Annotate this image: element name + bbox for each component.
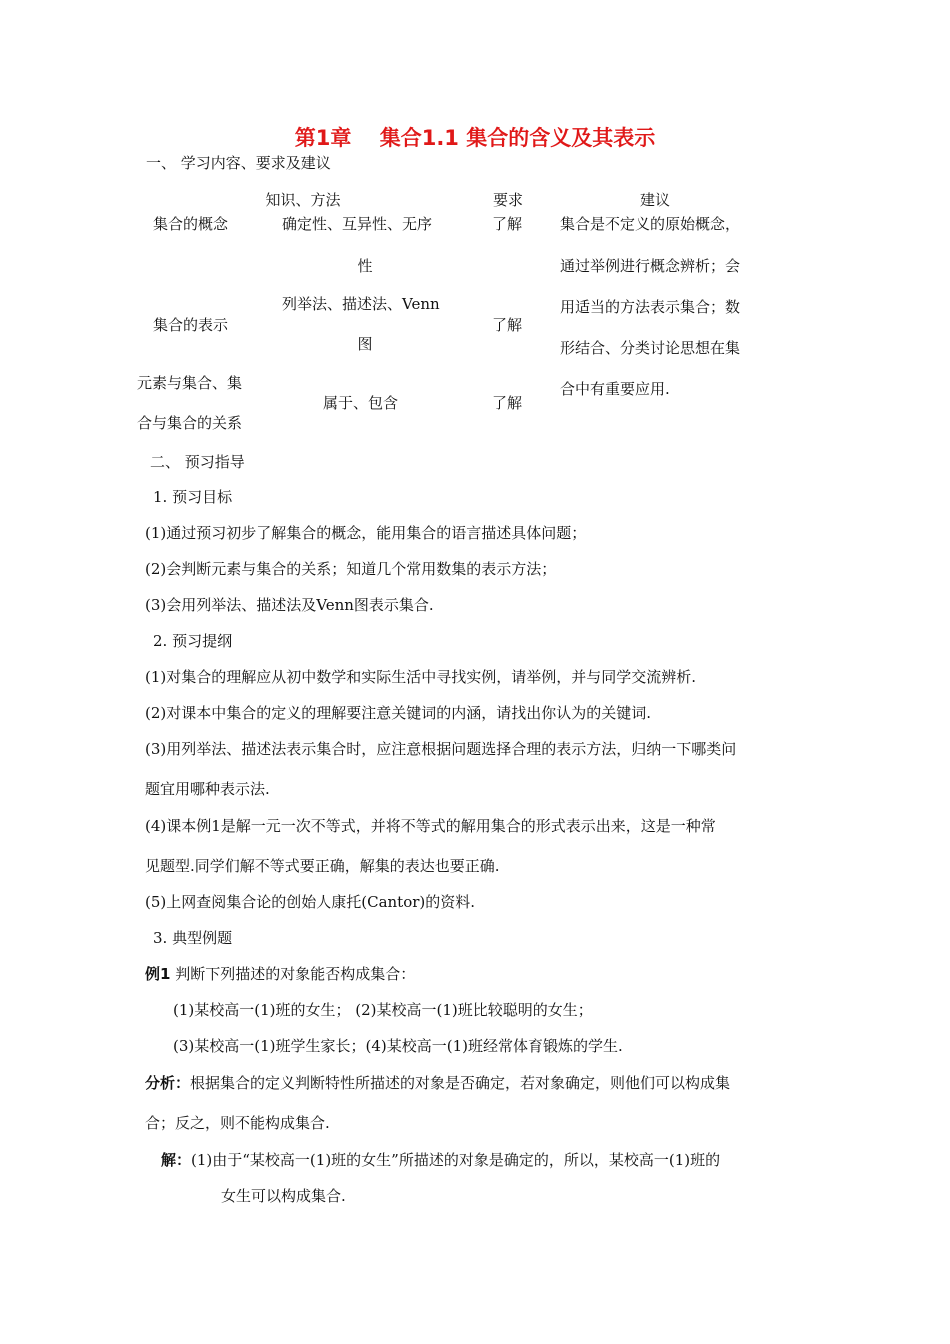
analysis-label: 分析： — [145, 1074, 191, 1092]
goal-item-3: (3)会用列举法、描述法及Venn图表示集合. — [145, 596, 434, 614]
example1-label: 例1 — [145, 965, 171, 983]
row3-requirement: 了解 — [492, 394, 523, 412]
suggestion-line3: 用适当的方法表示集合；数 — [560, 298, 741, 316]
row1-topic: 集合的概念 — [153, 215, 229, 233]
outline-item-5: (5)上网查阅集合论的创始人康托(Cantor)的资料. — [145, 893, 476, 911]
outline-item-4-line1: (4)课本例1是解一元一次不等式，并将不等式的解用集合的形式表示出来，这是一种常 — [145, 817, 716, 835]
suggestion-line4: 形结合、分类讨论思想在集 — [560, 339, 741, 357]
goals-heading: 1. 预习目标 — [153, 488, 233, 506]
row1-method-line1: 确定性、互异性、无序 — [282, 215, 433, 233]
row2-topic: 集合的表示 — [153, 316, 229, 334]
page-title: 第1章 集合1.1 集合的含义及其表示 — [294, 126, 656, 150]
row3-method: 属于、包含 — [323, 394, 399, 412]
analysis-text-line1: 根据集合的定义判断特性所描述的对象是否确定，若对象确定，则他们可以构成集 — [190, 1074, 731, 1092]
outline-item-1: (1)对集合的理解应从初中数学和实际生活中寻找实例，请举例，并与同学交流辨析. — [145, 668, 697, 686]
suggestion-line1: 集合是不定义的原始概念， — [560, 215, 741, 233]
suggestion-line2: 通过举例进行概念辨析；会 — [560, 257, 741, 275]
header-suggestion: 建议 — [639, 191, 670, 209]
outline-item-3-line1: (3)用列举法、描述法表示集合时，应注意根据问题选择合理的表示方法，归纳一下哪类问 — [145, 740, 737, 758]
goal-item-2: (2)会判断元素与集合的关系；知道几个常用数集的表示方法； — [145, 560, 557, 578]
solution-line1 — [161, 1150, 720, 1170]
outline-heading: 2. 预习提纲 — [153, 632, 233, 650]
outline-item-4-line2: 见题型.同学们解不等式要正确，解集的表达也要正确. — [145, 857, 500, 875]
example1-line — [145, 964, 415, 984]
analysis-text-line2: 合；反之，则不能构成集合. — [145, 1114, 330, 1132]
solution-text-line2: 女生可以构成集合. — [221, 1187, 346, 1205]
row3-topic-line1: 元素与集合、集 — [137, 374, 243, 392]
solution-label: 解： — [161, 1151, 192, 1169]
header-knowledge: 知识、方法 — [265, 191, 341, 209]
example1-options-line1: (1)某校高一(1)班的女生； (2)某校高一(1)班比较聪明的女生； — [173, 1001, 593, 1019]
examples-heading: 3. 典型例题 — [153, 929, 233, 947]
example1-text: 判断下列描述的对象能否构成集合： — [170, 965, 416, 983]
example1-options-line2: (3)某校高一(1)班学生家长；(4)某校高一(1)班经常体育锻炼的学生. — [173, 1037, 623, 1055]
row1-requirement: 了解 — [492, 215, 523, 233]
solution-text-line1: (1)由于“某校高一(1)班的女生”所描述的对象是确定的，所以，某校高一(1)班的 — [191, 1151, 721, 1169]
row2-method-line2: 图 — [357, 335, 373, 353]
header-requirement: 要求 — [492, 191, 523, 209]
section1-heading: 一、 学习内容、要求及建议 — [146, 154, 331, 172]
row2-requirement: 了解 — [492, 316, 523, 334]
outline-item-3-line2: 题宜用哪种表示法. — [145, 780, 270, 798]
row2-method-line1: 列举法、描述法、Venn — [282, 295, 440, 313]
section2-heading: 二、 预习指导 — [150, 453, 245, 471]
suggestion-line5: 合中有重要应用. — [560, 380, 670, 398]
row3-topic-line2: 合与集合的关系 — [137, 414, 243, 432]
outline-item-2: (2)对课本中集合的定义的理解要注意关键词的内涵，请找出你认为的关键词. — [145, 704, 652, 722]
analysis-line1 — [145, 1073, 730, 1093]
row1-method-line2: 性 — [357, 257, 373, 275]
goal-item-1: (1)通过预习初步了解集合的概念，能用集合的语言描述具体问题； — [145, 524, 587, 542]
